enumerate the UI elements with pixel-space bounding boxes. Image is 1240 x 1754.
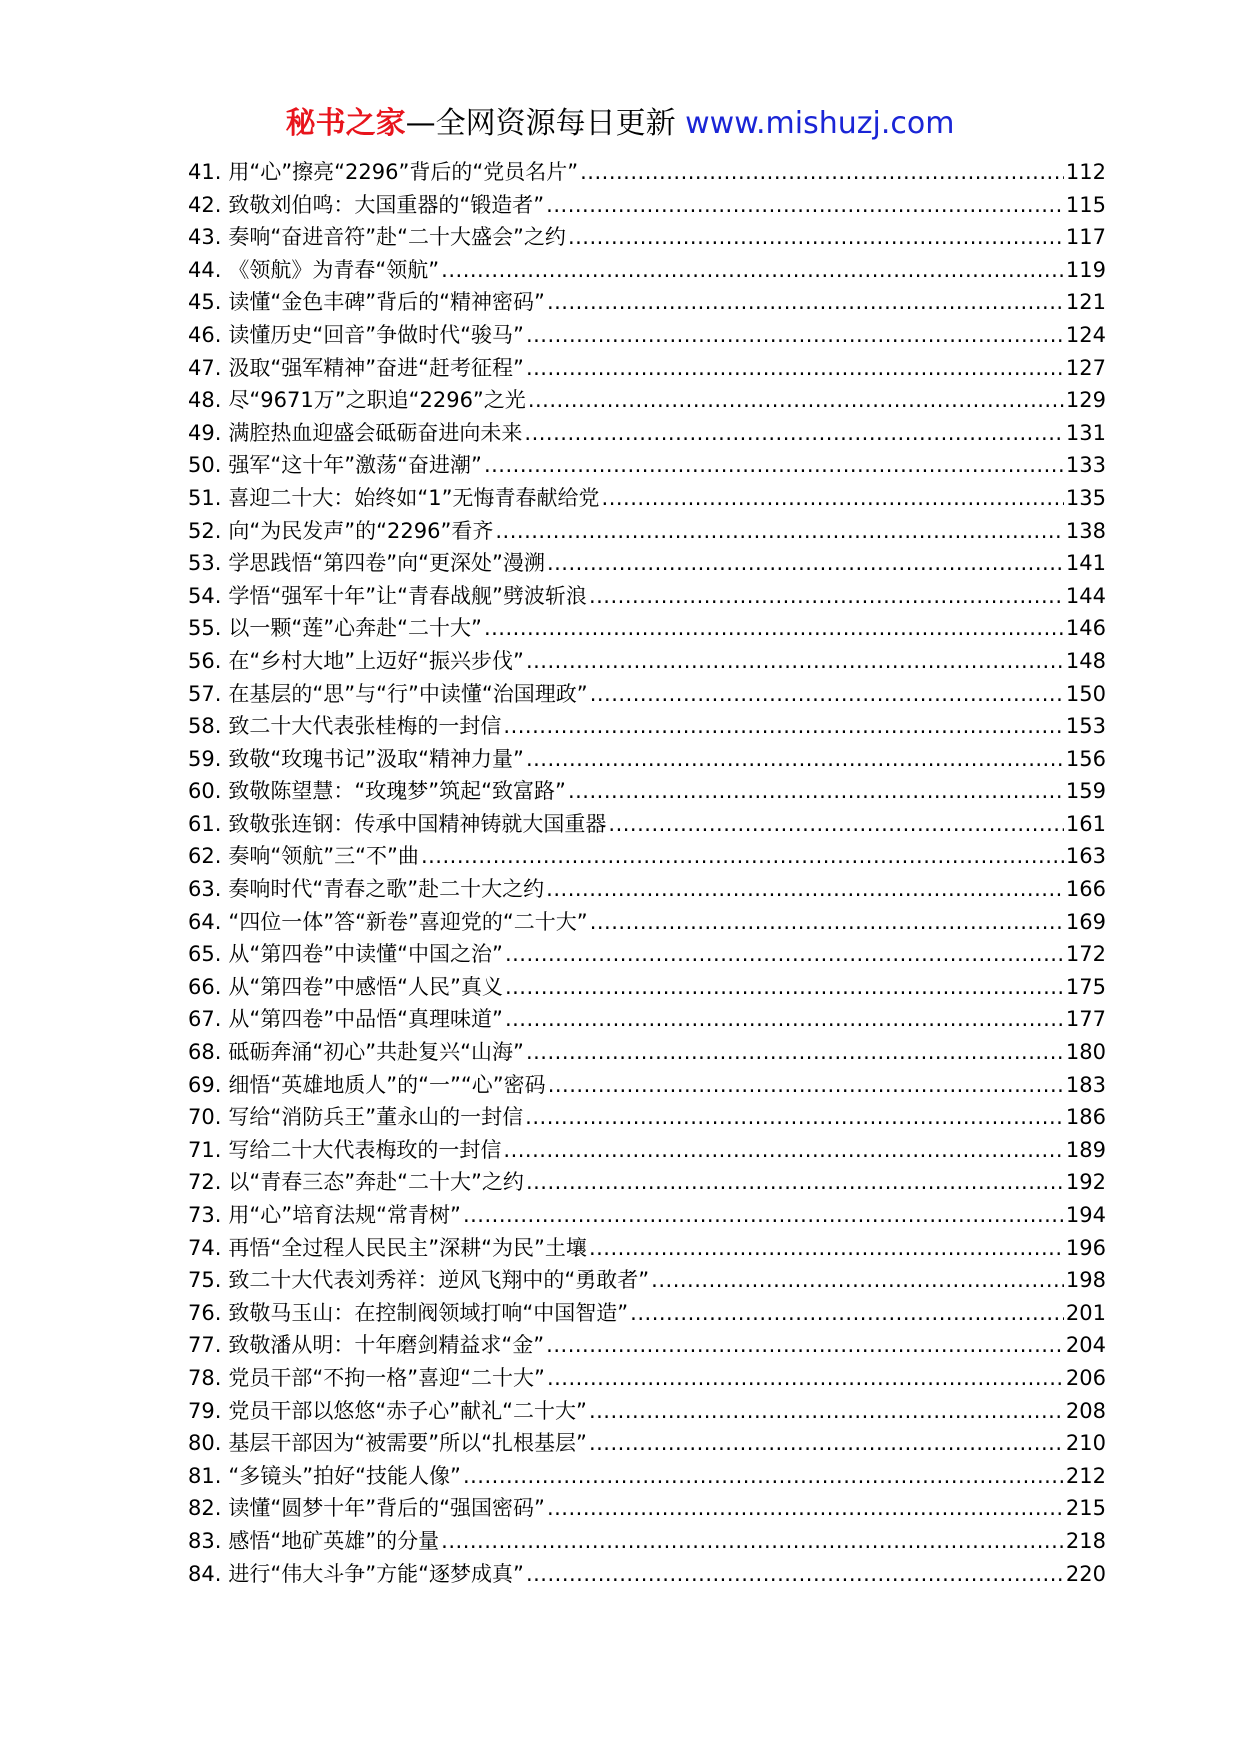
toc-entry[interactable]	[188, 840, 1106, 873]
toc-entry-title: 奏响时代“青春之歌”赴二十大之约	[228, 877, 545, 902]
toc-entry-page-number: 129	[1065, 388, 1106, 413]
toc-entry-title: “四位一体”答“新卷”喜迎党的“二十大”	[228, 909, 588, 934]
dot-leader	[602, 482, 1064, 515]
toc-entry-number: 83.	[188, 1528, 222, 1553]
toc-entry-number: 54.	[188, 583, 222, 608]
toc-entry-number: 81.	[188, 1463, 222, 1488]
toc-entry-title: 喜迎二十大：始终如“1”无悔青春献给党	[228, 485, 600, 510]
toc-entry-title: 致二十大代表张桂梅的一封信	[228, 714, 502, 739]
dot-leader	[526, 645, 1064, 678]
dot-leader	[547, 1492, 1064, 1525]
toc-entry-number: 52.	[188, 518, 222, 543]
toc-entry-number: 68.	[188, 1040, 222, 1065]
toc-entry-number: 66.	[188, 974, 222, 999]
toc-entry[interactable]	[188, 384, 1106, 417]
dot-leader	[495, 515, 1064, 548]
toc-entry-number: 67.	[188, 1007, 222, 1032]
toc-entry-title: 汲取“强军精神”奋进“赶考征程”	[228, 355, 524, 380]
toc-entry[interactable]	[188, 580, 1106, 613]
dot-leader	[505, 938, 1064, 971]
toc-entry-number: 61.	[188, 811, 222, 836]
toc-entry-number: 56.	[188, 648, 222, 673]
dot-leader	[547, 1362, 1064, 1395]
dot-leader	[630, 1297, 1064, 1330]
toc-entry-page-number: 175	[1065, 974, 1106, 999]
dot-leader	[526, 743, 1064, 776]
toc-entry[interactable]	[188, 286, 1106, 319]
toc-entry-title: 从“第四卷”中感悟“人民”真义	[228, 974, 503, 999]
dot-leader	[484, 449, 1064, 482]
toc-entry[interactable]	[188, 1525, 1106, 1558]
dot-leader	[526, 1036, 1064, 1069]
toc-entry-number: 49.	[188, 420, 222, 445]
toc-entry[interactable]	[188, 221, 1106, 254]
toc-entry-title: 满腔热血迎盛会砥砺奋进向未来	[228, 420, 523, 445]
toc-entry-title: 细悟“英雄地质人”的“一”“心”密码	[228, 1072, 546, 1097]
toc-entry[interactable]	[188, 645, 1106, 678]
toc-entry[interactable]	[188, 1232, 1106, 1265]
toc-entry-title: 致敬马玉山：在控制阀领域打响“中国智造”	[228, 1300, 629, 1325]
toc-entry-number: 51.	[188, 485, 222, 510]
toc-entry[interactable]	[188, 189, 1106, 222]
toc-entry-title: 从“第四卷”中读懂“中国之治”	[228, 942, 503, 967]
toc-entry-number: 41.	[188, 160, 222, 184]
toc-entry-number: 65.	[188, 942, 222, 967]
toc-entry-title: 读懂历史“回音”争做时代“骏马”	[228, 322, 524, 347]
toc-entry-page-number: 127	[1065, 355, 1106, 380]
toc-entry[interactable]	[188, 417, 1106, 450]
toc-entry-number: 82.	[188, 1496, 222, 1521]
toc-entry-title: 奏响“奋进音符”赴“二十大盛会”之约	[228, 225, 566, 250]
toc-entry-number: 50.	[188, 453, 222, 478]
toc-entry-title: 致敬“玫瑰书记”汲取“精神力量”	[228, 746, 524, 771]
toc-entry-page-number: 166	[1065, 877, 1106, 902]
toc-entry-number: 60.	[188, 779, 222, 804]
toc-entry[interactable]	[188, 1460, 1106, 1493]
toc-entry-number: 59.	[188, 746, 222, 771]
dot-leader	[463, 1460, 1064, 1493]
toc-entry-page-number: 218	[1065, 1528, 1106, 1553]
table-of-contents	[188, 156, 1106, 1590]
toc-entry-page-number: 201	[1065, 1300, 1106, 1325]
toc-entry-title: “多镜头”拍好“技能人像”	[228, 1463, 461, 1488]
toc-entry-title: 强军“这十年”激荡“奋进潮”	[228, 453, 482, 478]
dot-leader	[528, 384, 1064, 417]
toc-entry[interactable]	[188, 1134, 1106, 1167]
toc-entry-number: 72.	[188, 1170, 222, 1195]
toc-entry[interactable]	[188, 971, 1106, 1004]
toc-entry-title: 在基层的“思”与“行”中读懂“治国理政”	[228, 681, 588, 706]
toc-entry-title: 以“青春三态”奔赴“二十大”之约	[228, 1170, 524, 1195]
toc-entry-number: 74.	[188, 1235, 222, 1260]
toc-entry-title: 感悟“地矿英雄”的分量	[228, 1528, 440, 1553]
toc-entry-page-number: 119	[1065, 257, 1106, 282]
toc-entry-page-number: 192	[1065, 1170, 1106, 1195]
toc-entry[interactable]	[188, 1492, 1106, 1525]
toc-entry[interactable]	[188, 449, 1106, 482]
toc-entry[interactable]	[188, 1558, 1106, 1591]
toc-entry-number: 45.	[188, 290, 222, 315]
toc-entry-title: 奏响“领航”三“不”曲	[228, 844, 419, 869]
toc-entry-title: 写给二十大代表梅玫的一封信	[228, 1137, 502, 1162]
dot-leader	[651, 1264, 1064, 1297]
dot-leader	[547, 286, 1064, 319]
toc-entry-page-number: 198	[1065, 1268, 1106, 1293]
toc-entry-title: 党员干部“不拘一格”喜迎“二十大”	[228, 1365, 545, 1390]
toc-entry-page-number: 141	[1065, 551, 1106, 576]
toc-entry-page-number: 161	[1065, 811, 1106, 836]
toc-entry-page-number: 183	[1065, 1072, 1106, 1097]
toc-entry[interactable]	[188, 1166, 1106, 1199]
toc-entry-title: 向“为民发声”的“2296”看齐	[228, 518, 494, 543]
dot-leader	[589, 1395, 1064, 1428]
toc-entry[interactable]	[188, 319, 1106, 352]
toc-entry-title: 致敬张连钢：传承中国精神铸就大国重器	[228, 811, 607, 836]
toc-entry-title: 《领航》为青春“领航”	[228, 257, 440, 282]
toc-entry-number: 76.	[188, 1300, 222, 1325]
toc-entry-page-number: 210	[1065, 1431, 1106, 1456]
dot-leader	[580, 156, 1064, 189]
toc-entry[interactable]	[188, 678, 1106, 711]
toc-entry-page-number: 163	[1065, 844, 1106, 869]
toc-entry[interactable]	[188, 515, 1106, 548]
header-slogan: —全网资源每日更新	[405, 106, 686, 141]
toc-entry[interactable]	[188, 1395, 1106, 1428]
toc-entry[interactable]	[188, 1069, 1106, 1102]
toc-entry[interactable]	[188, 1003, 1106, 1036]
toc-entry-number: 71.	[188, 1137, 222, 1162]
toc-entry-title: 以一颗“莲”心奔赴“二十大”	[228, 616, 482, 641]
toc-entry[interactable]	[188, 1362, 1106, 1395]
dot-leader	[503, 1134, 1064, 1167]
toc-entry-page-number: 215	[1065, 1496, 1106, 1521]
toc-entry-number: 42.	[188, 192, 222, 217]
toc-entry[interactable]	[188, 1199, 1106, 1232]
dot-leader	[526, 1558, 1064, 1591]
toc-entry-title: 在“乡村大地”上迈好“振兴步伐”	[228, 648, 524, 673]
toc-entry[interactable]	[188, 482, 1106, 515]
dot-leader	[526, 319, 1064, 352]
dot-leader	[525, 1101, 1064, 1134]
toc-entry-number: 63.	[188, 877, 222, 902]
dot-leader	[548, 1069, 1064, 1102]
dot-leader	[546, 1329, 1064, 1362]
toc-entry-number: 58.	[188, 714, 222, 739]
dot-leader	[547, 547, 1064, 580]
toc-entry[interactable]	[188, 1329, 1106, 1362]
toc-entry-number: 62.	[188, 844, 222, 869]
dot-leader	[484, 612, 1064, 645]
dot-leader	[590, 906, 1064, 939]
toc-entry-page-number: 133	[1065, 453, 1106, 478]
dot-leader	[524, 417, 1064, 450]
toc-entry-page-number: 148	[1065, 648, 1106, 673]
toc-entry-title: 尽“9671万”之职追“2296”之光	[228, 388, 526, 413]
toc-entry-page-number: 146	[1065, 616, 1106, 641]
toc-entry-title: 砥砺奔涌“初心”共赴复兴“山海”	[228, 1040, 524, 1065]
dot-leader	[526, 352, 1064, 385]
toc-entry[interactable]	[188, 254, 1106, 287]
toc-entry-number: 70.	[188, 1105, 222, 1130]
toc-entry-title: 致敬刘伯鸣：大国重器的“锻造者”	[228, 192, 545, 217]
dot-leader	[590, 678, 1064, 711]
dot-leader	[589, 580, 1064, 613]
toc-entry-page-number: 150	[1065, 681, 1106, 706]
toc-entry-number: 84.	[188, 1561, 222, 1586]
toc-entry-number: 77.	[188, 1333, 222, 1358]
toc-entry-page-number: 220	[1065, 1561, 1106, 1586]
toc-entry-number: 47.	[188, 355, 222, 380]
toc-entry-page-number: 159	[1065, 779, 1106, 804]
toc-entry[interactable]	[188, 547, 1106, 580]
toc-entry[interactable]	[188, 156, 1106, 189]
toc-entry-title: 再悟“全过程人民民主”深耕“为民”土壤	[228, 1235, 587, 1260]
toc-entry-title: 学思践悟“第四卷”向“更深处”漫溯	[228, 551, 545, 576]
dot-leader	[421, 840, 1064, 873]
toc-entry-page-number: 212	[1065, 1463, 1106, 1488]
dot-leader	[503, 710, 1064, 743]
toc-entry-page-number: 208	[1065, 1398, 1106, 1423]
toc-entry-title: 进行“伟大斗争”方能“逐梦成真”	[228, 1561, 524, 1586]
toc-entry-page-number: 144	[1065, 583, 1106, 608]
toc-entry-number: 64.	[188, 909, 222, 934]
toc-entry[interactable]	[188, 743, 1106, 776]
toc-entry-number: 57.	[188, 681, 222, 706]
toc-entry-number: 46.	[188, 322, 222, 347]
toc-entry-number: 48.	[188, 388, 222, 413]
dot-leader	[526, 1166, 1064, 1199]
toc-entry-title: 读懂“金色丰碑”背后的“精神密码”	[228, 290, 545, 315]
toc-entry-title: 写给“消防兵王”董永山的一封信	[228, 1105, 524, 1130]
toc-entry-page-number: 153	[1065, 714, 1106, 739]
toc-entry-page-number: 169	[1065, 909, 1106, 934]
toc-entry[interactable]	[188, 808, 1106, 841]
toc-entry-title: 从“第四卷”中品悟“真理味道”	[228, 1007, 503, 1032]
toc-entry-number: 55.	[188, 616, 222, 641]
toc-entry-page-number: 206	[1065, 1365, 1106, 1390]
toc-entry-page-number: 196	[1065, 1235, 1106, 1260]
toc-entry[interactable]	[188, 1036, 1106, 1069]
toc-entry-page-number: 177	[1065, 1007, 1106, 1032]
toc-entry[interactable]	[188, 1427, 1106, 1460]
website-link[interactable]: www.mishuzj.com	[685, 106, 955, 141]
brand-name: 秘书之家	[285, 106, 406, 141]
toc-entry-title: 用“心”擦亮“2296”背后的“党员名片”	[228, 160, 579, 184]
toc-entry-page-number: 117	[1065, 225, 1106, 250]
dot-leader	[568, 775, 1064, 808]
toc-entry-number: 78.	[188, 1365, 222, 1390]
toc-entry-page-number: 189	[1065, 1137, 1106, 1162]
toc-entry-number: 69.	[188, 1072, 222, 1097]
dot-leader	[505, 1003, 1064, 1036]
toc-entry[interactable]	[188, 1297, 1106, 1330]
toc-entry-page-number: 135	[1065, 485, 1106, 510]
toc-entry-page-number: 115	[1065, 192, 1106, 217]
dot-leader	[589, 1232, 1064, 1265]
toc-entry[interactable]	[188, 906, 1106, 939]
toc-entry-number: 73.	[188, 1203, 222, 1227]
dot-leader	[441, 1525, 1064, 1558]
page-header	[0, 104, 1240, 144]
dot-leader	[546, 873, 1064, 906]
toc-entry[interactable]	[188, 938, 1106, 971]
toc-entry-number: 43.	[188, 225, 222, 250]
toc-entry-title: 致二十大代表刘秀祥：逆风飞翔中的“勇敢者”	[228, 1268, 650, 1293]
toc-entry-number: 79.	[188, 1398, 222, 1423]
dot-leader	[546, 189, 1064, 222]
toc-entry-title: 致敬陈望慧：“玫瑰梦”筑起“致富路”	[228, 779, 566, 804]
toc-entry-page-number: 186	[1065, 1105, 1106, 1130]
toc-entry-page-number: 172	[1065, 942, 1106, 967]
toc-entry-page-number: 124	[1065, 322, 1106, 347]
dot-leader	[463, 1199, 1064, 1232]
dot-leader	[568, 221, 1064, 254]
toc-entry[interactable]	[188, 352, 1106, 385]
toc-entry[interactable]	[188, 873, 1106, 906]
toc-entry-title: 基层干部因为“被需要”所以“扎根基层”	[228, 1431, 587, 1456]
toc-entry-page-number: 204	[1065, 1333, 1106, 1358]
toc-entry-title: 党员干部以悠悠“赤子心”献礼“二十大”	[228, 1398, 587, 1423]
toc-entry[interactable]	[188, 1101, 1106, 1134]
dot-leader	[505, 971, 1064, 1004]
toc-entry-page-number: 131	[1065, 420, 1106, 445]
dot-leader	[441, 254, 1064, 287]
toc-entry-title: 致敬潘从明：十年磨剑精益求“金”	[228, 1333, 545, 1358]
toc-entry-number: 53.	[188, 551, 222, 576]
toc-entry-page-number: 112	[1065, 160, 1106, 184]
toc-entry-title: 学悟“强军十年”让“青春战舰”劈波斩浪	[228, 583, 587, 608]
toc-entry[interactable]	[188, 775, 1106, 808]
toc-entry[interactable]	[188, 1264, 1106, 1297]
toc-entry-page-number: 121	[1065, 290, 1106, 315]
dot-leader	[589, 1427, 1064, 1460]
toc-entry-page-number: 156	[1065, 746, 1106, 771]
toc-entry-number: 75.	[188, 1268, 222, 1293]
toc-entry[interactable]	[188, 710, 1106, 743]
toc-entry-title: 用“心”培育法规“常青树”	[228, 1203, 461, 1227]
toc-entry-page-number: 194	[1065, 1203, 1106, 1227]
toc-entry-page-number: 138	[1065, 518, 1106, 543]
toc-entry-page-number: 180	[1065, 1040, 1106, 1065]
toc-entry-number: 44.	[188, 257, 222, 282]
toc-entry-title: 读懂“圆梦十年”背后的“强国密码”	[228, 1496, 545, 1521]
dot-leader	[608, 808, 1064, 841]
toc-entry[interactable]	[188, 612, 1106, 645]
toc-entry-number: 80.	[188, 1431, 222, 1456]
